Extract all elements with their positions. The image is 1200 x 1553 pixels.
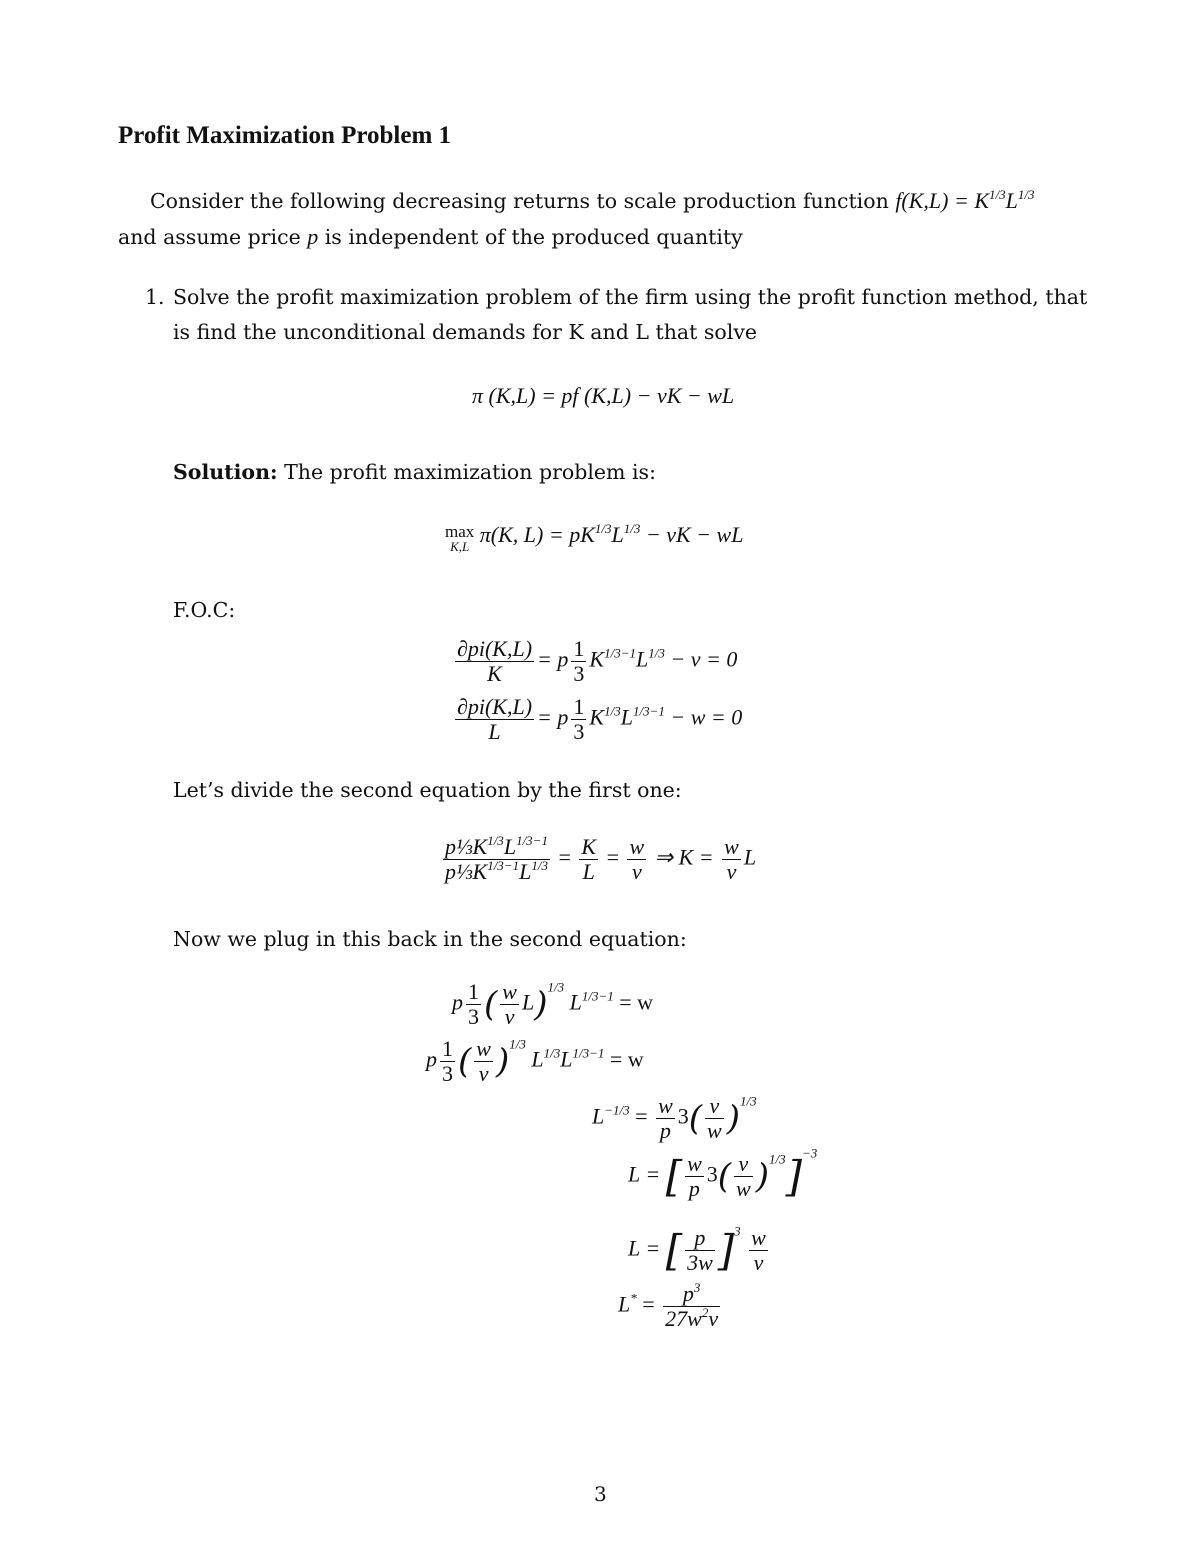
foc2-third-num: 1 [573,694,585,719]
div-eq2: = [606,844,619,870]
max-sub: K,L [450,539,470,554]
r3-p: p [659,1118,671,1143]
div-f2d: L [582,859,595,884]
item-1-line-1: Solve the profit maximization problem of the firm using the profit function method, that [173,285,1088,309]
div-den-e1: 1/3−1 [487,858,520,873]
max-exp2: 1/3 [623,521,641,536]
div-f4n: w [724,834,739,859]
r3-wp [656,1094,675,1143]
div-frac-wv2 [722,835,741,884]
div-num-a: p⅓K [445,834,488,859]
r4-wp [685,1152,704,1201]
r6-denominator [663,1307,720,1331]
foc1-third-den: 3 [573,661,585,686]
div-frac-KL [579,835,598,884]
derivation-row-6 [618,1282,723,1331]
r5-lbracket: [ [665,1226,683,1275]
foc2-e2: 1/3−1 [632,703,665,719]
div-den-e2: 1/3 [531,858,548,873]
foc2-lhs-fraction [455,695,534,744]
intro-text: Consider the following decreasing returns to scale production function [150,189,896,213]
div-denominator [443,860,550,884]
div-f3n: w [629,834,645,859]
div-frac-wv [627,835,646,884]
foc1-rhs-a: = p [537,646,569,672]
r4-p: p [688,1176,700,1201]
r2-e2: 1/3−1 [572,1045,605,1061]
foc1-denominator: K [487,661,502,686]
r2-third-num: 1 [442,1036,453,1061]
foc1-rhs-d: − v = 0 [664,646,738,672]
foc2-third [571,695,586,744]
intro-line-2 [118,219,743,255]
foc-equation-2 [452,695,742,744]
foc1-K: K [589,646,605,672]
foc1-numerator: ∂pi(K,L) [457,636,533,661]
r6-L: L [618,1291,631,1317]
r2-rparen: ) [495,1041,510,1082]
div-tail: L [743,844,757,870]
r4-rparen: ) [755,1156,769,1197]
divide-text: Let’s divide the second equation by the first one: [173,778,682,802]
r5-lhs: L = [628,1235,661,1261]
foc1-third [571,637,586,686]
r1-w: w [502,979,517,1004]
r4-three: 3 [706,1161,718,1187]
foc1-third-num: 1 [573,636,585,661]
r2-wv [474,1037,493,1086]
div-den-b: L [519,859,532,884]
r5-p: p [685,1226,715,1251]
r2-w: w [476,1036,491,1061]
solution-line [173,455,656,490]
solution-text: The profit maximization problem is: [277,460,656,484]
r1-rhs: = w [619,989,654,1015]
r3-vw [705,1094,724,1143]
r5-exp: 3 [734,1223,741,1239]
r2-third [440,1037,455,1086]
r3-lparen: ( [688,1098,703,1139]
r4-lbracket: [ [665,1152,683,1201]
div-eq1: = [558,844,571,870]
derivation-row-5 [628,1223,771,1275]
r5-wv [749,1226,768,1275]
derivation-row-2: p $\frac{1}{3}$ ( $\frac{w}{v}$ )$^{1/3}$ $L^{1/3}L^{1/3-1} = w$ [426,1036,644,1086]
foc1-e1: 1/3−1 [604,645,636,661]
r4-exp: 1/3 [768,1151,786,1167]
r4-outer: −3 [802,1145,818,1161]
foc2-L: L [620,704,633,730]
r3-L: L [592,1103,605,1129]
foc-label: F.O.C: [173,598,236,622]
div-num-e1: 1/3 [487,833,504,848]
foc2-rhs-d: − w = 0 [664,704,743,730]
foc2-K: K [589,704,605,730]
page-number: 3 [594,1482,607,1506]
max-body-b: L [611,522,624,547]
r6-den: 27w [665,1306,702,1331]
r2-third-den: 3 [442,1061,453,1086]
max-body-c: − vK − wL [640,522,744,547]
div-big-fraction [443,835,550,884]
plug-text: Now we plug in this back in the second equation: [173,927,687,951]
r4-w2: w [736,1176,751,1201]
r5-rbracket: ] [717,1226,735,1275]
r1-third-num: 1 [468,979,479,1004]
max-body-a: π(K, L) = pK [474,522,595,547]
foc1-e2: 1/3 [648,645,665,661]
r1-wv [500,980,519,1029]
div-den-a: p⅓K [445,859,488,884]
r3-three: 3 [677,1103,689,1129]
r4-rbracket: ] [785,1152,802,1201]
r1-third [466,980,481,1029]
div-num-b: L [503,834,517,859]
intro-function [895,188,1034,213]
r6-numerator [663,1282,720,1307]
r3-w: w [658,1093,673,1118]
intro-L: L [1005,188,1018,213]
r1-e2: 1/3−1 [581,988,614,1004]
r5-v: v [753,1250,764,1275]
foc-equation-1 [452,637,737,686]
r6-den-e: 2 [701,1305,709,1320]
r2-exp: 1/3 [509,1036,526,1052]
r1-lparen: ( [484,984,498,1025]
div-f4d: v [726,859,737,884]
r2-rhs: = w [609,1046,644,1072]
div-f3d: v [631,859,642,884]
r2-lparen: ( [458,1041,472,1082]
r3-eq: = [635,1103,648,1129]
foc1-lhs-fraction [455,637,534,686]
intro-line-1 [150,183,1035,219]
page-title: Profit Maximization Problem 1 [118,122,452,149]
intro-exp2: 1/3 [1017,187,1035,202]
div-arrow: ⇒ K = [654,844,714,870]
max-exp: 1/3 [594,521,612,536]
intro-line2a: and assume price [118,225,308,249]
r3-v: v [705,1094,724,1119]
r6-star: * [630,1290,637,1306]
r5-3w: 3w [687,1250,713,1275]
div-f2n: K [581,834,597,859]
r3-w2: w [707,1118,722,1143]
intro-func-text: f(K,L) = K [895,188,990,213]
r3-rparen: ) [726,1098,740,1139]
r1-rparen: ) [534,984,548,1025]
r2-v: v [478,1061,489,1086]
r6-eq: = [642,1291,655,1317]
equation-profit: π (K,L) = pf (K,L) − vK − wL [472,383,735,408]
div-numerator [443,835,550,860]
r1-third-den: 3 [468,1004,479,1029]
max-operator [445,522,474,552]
r6-num-e: 3 [693,1280,701,1295]
r6-fraction [663,1282,720,1331]
derivation-row-3 [592,1094,757,1143]
r3-exp: 1/3 [739,1093,757,1109]
intro-p: p [307,224,319,249]
item-1-line-2: is find the unconditional demands for K and L that solve [173,320,758,344]
r4-v: v [734,1152,753,1177]
foc2-third-den: 3 [573,719,585,744]
r5-p3w [685,1226,715,1275]
foc2-denominator: L [488,719,501,744]
derivation-row-4 [628,1145,818,1201]
r6-num: p [682,1281,694,1306]
equation-max [445,522,743,552]
r4-vw [734,1152,753,1201]
foc1-L: L [635,646,649,672]
div-num-e2: 1/3−1 [516,833,548,848]
foc2-numerator: ∂pi(K,L) [457,694,533,719]
r1-exp: 1/3 [547,979,565,995]
intro-line2b: is independent of the produced quantity [318,225,743,249]
equation-divide [440,835,756,884]
r2-e1: 1/3 [543,1045,561,1061]
intro-exp1: 1/3 [989,187,1006,202]
r6-den-b: v [708,1306,719,1331]
r3-e: −1/3 [604,1102,630,1118]
foc2-e1: 1/3 [604,703,621,719]
r1-v: v [504,1004,515,1029]
r4-lparen: ( [717,1156,732,1197]
solution-label: Solution: [173,460,278,484]
r4-lhs: L = [628,1161,661,1187]
derivation-row-1: p $\frac{1}{3}$ ( $\frac{w}{v}$ L)$^{1/3}$ $L^{1/3-1} = w$ [452,979,654,1029]
max-word: max [445,522,475,541]
item-1-number: 1. [145,285,165,309]
r4-w: w [687,1151,702,1176]
foc2-rhs-a: = p [537,704,569,730]
r5-w: w [751,1225,766,1250]
